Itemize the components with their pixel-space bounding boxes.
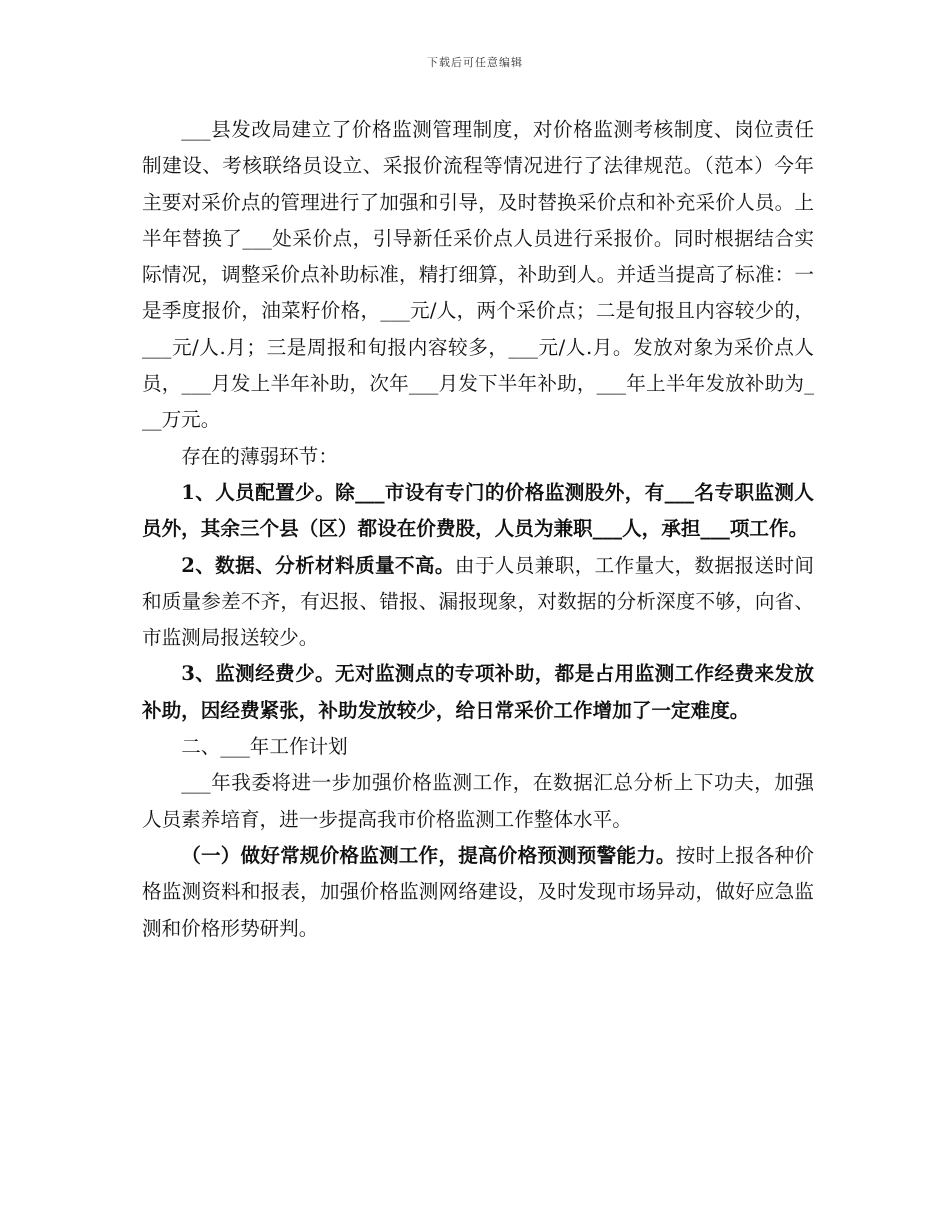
document-body: [142, 112, 814, 947]
paragraph-3: [142, 475, 814, 548]
section-heading: [142, 729, 814, 765]
paragraph-1-text: ___县发改局建立了价格监测管理制度，对价格监测考核制度、岗位责任制建设、考核联络员设立、采报价流程等情况进行了法律规范。（范本）今年主要对采价点的管理进行了加强和引导，及时替换采价点和补充采价人员。上半年替换了___处采价点，引导新任采价点人员进行采报价。同时根据结合实际情况，调整采价点补助标准，精打细算，补助到人。并适当提高了标准：一是季度报价，油菜籽价格，___元/人，两个采价点；二是旬报且内容较少的，___元/人.月；三是周报和旬报内容较多，___元/人.月。发放对象为采价点人员，___月发上半年补助，次年___月发下半年补助，___年上半年发放补助为___万元。: [142, 118, 814, 432]
paragraph-2: [142, 439, 814, 475]
paragraph-7-text: ___年我委将进一步加强价格监测工作，在数据汇总分析上下功夫，加强人员素养培育，进一步提高我市价格监测工作整体水平。: [142, 771, 814, 831]
paragraph-7: [142, 765, 814, 838]
paragraph-3-bold: 1、人员配置少。除___市设有专门的价格监测股外，有___名专职监测人员外，其余三个县（区）都设在价费股，人员为兼职___人，承担___项工作。: [142, 480, 814, 541]
paragraph-1: [142, 112, 814, 439]
paragraph-4-bold: 2、数据、分析材料质量不高。: [181, 553, 455, 577]
paragraph-6-text: 二、___年工作计划: [181, 735, 348, 759]
paragraph-5: [142, 656, 814, 729]
paragraph-4-text: 由于人员兼职，工作量大，数据报送时间和质量参差不齐，有迟报、错报、漏报现象，对数据的分析深度不够，向省、市监测局报送较少。: [142, 553, 814, 650]
paragraph-5-bold: 3、监测经费少。无对监测点的专项补助，都是占用监测工作经费来发放补助，因经费紧张，补助发放较少，给日常采价工作增加了一定难度。: [142, 662, 814, 722]
paragraph-8: [142, 838, 814, 947]
page-header: 下载后可任意编辑: [427, 56, 523, 69]
paragraph-8-bold: （一）做好常规价格监测工作，提高价格预测预警能力。: [181, 843, 676, 867]
paragraph-4: [142, 548, 814, 657]
paragraph-8-text: 按时上报各种价格监测资料和报表，加强价格监测网络建设，及时发现市场异动，做好应急监测和价格形势研判。: [142, 843, 814, 940]
paragraph-2-text: 存在的薄弱环节：: [181, 444, 338, 468]
